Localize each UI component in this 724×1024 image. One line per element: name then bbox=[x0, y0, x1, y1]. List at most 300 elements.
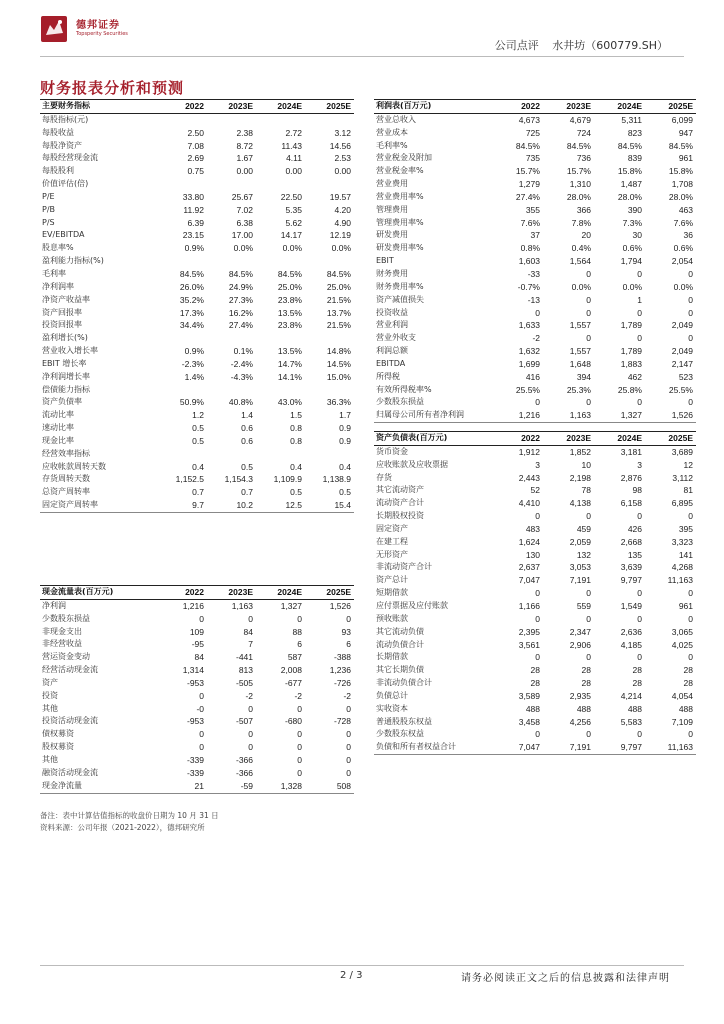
value-cell: 3 bbox=[535, 459, 540, 470]
value-cell: 23.8% bbox=[277, 320, 302, 331]
row-label-cell: 投资 bbox=[42, 690, 58, 700]
value-cell: 0.8 bbox=[290, 435, 302, 446]
value-cell: 4,054 bbox=[671, 690, 693, 701]
value-cell: 1.2 bbox=[192, 410, 204, 421]
row-label-cell: 营业费用率% bbox=[376, 191, 424, 201]
value-cell: 0 bbox=[199, 613, 204, 624]
value-cell: 7 bbox=[248, 639, 253, 650]
table-row bbox=[374, 741, 696, 754]
value-cell: 0.6 bbox=[241, 423, 253, 434]
value-cell: 1,163 bbox=[231, 600, 253, 611]
value-cell: 3,181 bbox=[620, 446, 642, 457]
value-cell: 1,216 bbox=[492, 409, 543, 422]
row-label-cell: 净利润 bbox=[42, 600, 66, 610]
value-cell bbox=[158, 255, 207, 268]
value-cell: 3,053 bbox=[569, 562, 591, 573]
table-row bbox=[40, 767, 354, 780]
value-cell: 1,163 bbox=[543, 409, 594, 422]
value-cell: 0 bbox=[199, 742, 204, 753]
value-cell: 3,065 bbox=[671, 626, 693, 637]
row-label-cell: 管理费用 bbox=[376, 204, 408, 214]
value-cell: -0 bbox=[196, 703, 204, 714]
value-cell bbox=[158, 448, 207, 461]
table-row bbox=[40, 664, 354, 677]
value-cell: 98 bbox=[632, 485, 642, 496]
value-cell: 1,632 bbox=[518, 346, 540, 357]
value-cell: 1,549 bbox=[620, 600, 642, 611]
year-header-cell: 2023E bbox=[207, 100, 256, 114]
value-cell: 1,633 bbox=[518, 320, 540, 331]
value-cell: 0.1% bbox=[233, 346, 253, 357]
value-cell: 130 bbox=[525, 549, 540, 560]
value-cell: 84.5% bbox=[515, 140, 540, 151]
value-cell: 6.38 bbox=[236, 217, 253, 228]
table-row bbox=[40, 613, 354, 626]
table-row bbox=[374, 561, 696, 574]
value-cell: 0.5 bbox=[290, 487, 302, 498]
table-row bbox=[374, 510, 696, 523]
value-cell: 17.00 bbox=[231, 230, 253, 241]
value-cell: 0 bbox=[297, 703, 302, 714]
value-cell: 2,637 bbox=[518, 562, 540, 573]
value-cell: 0.5 bbox=[339, 487, 351, 498]
value-cell: 21.5% bbox=[326, 294, 351, 305]
value-cell: -59 bbox=[207, 780, 256, 793]
value-cell: 0.6% bbox=[673, 243, 693, 254]
value-cell bbox=[256, 384, 305, 397]
value-cell: 2,636 bbox=[620, 626, 642, 637]
value-cell: 36 bbox=[683, 230, 693, 241]
table-row bbox=[40, 651, 354, 664]
year-header-cell: 2024E bbox=[256, 100, 305, 114]
value-cell: 0 bbox=[586, 588, 591, 599]
row-label-cell: 价值评估(倍) bbox=[42, 179, 89, 189]
value-cell bbox=[158, 113, 207, 126]
table-row bbox=[40, 599, 354, 612]
value-cell: 22.50 bbox=[280, 191, 302, 202]
row-label-cell: 现金比率 bbox=[42, 435, 74, 445]
value-cell: -677 bbox=[284, 677, 302, 688]
value-cell: 0 bbox=[637, 333, 642, 344]
value-cell: 109 bbox=[189, 626, 204, 637]
row-label-cell: 股息率% bbox=[42, 243, 74, 253]
value-cell: -95 bbox=[191, 639, 204, 650]
value-cell: 4,256 bbox=[569, 716, 591, 727]
value-cell: 0.4 bbox=[192, 461, 204, 472]
row-label-cell: 其它流动资产 bbox=[376, 485, 424, 495]
row-label-cell: P/B bbox=[42, 204, 56, 214]
value-cell: -366 bbox=[235, 754, 253, 765]
value-cell: 2.53 bbox=[334, 153, 351, 164]
value-cell: 0.0% bbox=[331, 243, 351, 254]
value-cell: 28 bbox=[632, 665, 642, 676]
value-cell: 0.75 bbox=[187, 166, 204, 177]
row-label-cell: 有效所得税率% bbox=[376, 384, 432, 394]
value-cell: 1 bbox=[637, 294, 642, 305]
table-row bbox=[40, 499, 354, 512]
value-cell: 1.5 bbox=[290, 410, 302, 421]
value-cell: 0 bbox=[586, 268, 591, 279]
table-row bbox=[374, 716, 696, 729]
value-cell: -680 bbox=[284, 716, 302, 727]
row-label-cell: 每股净资产 bbox=[42, 140, 82, 150]
value-cell: 725 bbox=[525, 127, 540, 138]
value-cell: 0 bbox=[688, 397, 693, 408]
table-title-cell: 主要财务指标 bbox=[40, 100, 158, 114]
value-cell: 6,895 bbox=[671, 498, 693, 509]
row-label-cell: 普通股股东权益 bbox=[376, 716, 432, 726]
value-cell bbox=[158, 384, 207, 397]
value-cell: -728 bbox=[333, 716, 351, 727]
company-logo bbox=[40, 13, 180, 47]
value-cell: 21 bbox=[158, 780, 207, 793]
year-header-cell: 2023E bbox=[543, 100, 594, 114]
value-cell: 14.1% bbox=[277, 371, 302, 382]
value-cell: -339 bbox=[186, 767, 204, 778]
value-cell: 0 bbox=[688, 294, 693, 305]
value-cell: 0 bbox=[586, 511, 591, 522]
row-label-cell: 投资活动现金流 bbox=[42, 716, 98, 726]
value-cell: 0 bbox=[346, 767, 351, 778]
table-row bbox=[40, 715, 354, 728]
value-cell: 390 bbox=[627, 204, 642, 215]
value-cell: 17.3% bbox=[179, 307, 204, 318]
value-cell: 33.80 bbox=[182, 191, 204, 202]
table-row bbox=[40, 435, 354, 448]
row-label-cell: 应收账款及应收票据 bbox=[376, 459, 448, 469]
value-cell: 0 bbox=[586, 729, 591, 740]
value-cell: 1,564 bbox=[569, 256, 591, 267]
section-title: 财务报表分析和预测 bbox=[40, 79, 185, 97]
value-cell: 4.90 bbox=[334, 217, 351, 228]
value-cell: 0.5 bbox=[192, 423, 204, 434]
row-label-cell: EBIT bbox=[376, 256, 394, 266]
footer-divider bbox=[40, 965, 684, 966]
row-label-cell: 股权募资 bbox=[42, 742, 74, 752]
value-cell: 3,458 bbox=[518, 716, 540, 727]
table-row bbox=[374, 445, 696, 458]
value-cell: 0 bbox=[346, 729, 351, 740]
row-label-cell: 固定资产周转率 bbox=[40, 499, 158, 512]
table-row bbox=[374, 409, 696, 422]
value-cell: 0 bbox=[535, 307, 540, 318]
table-row bbox=[374, 664, 696, 677]
value-cell: 84.5% bbox=[228, 268, 253, 279]
value-cell: 1.4% bbox=[184, 371, 204, 382]
value-cell: 394 bbox=[576, 371, 591, 382]
value-cell: 0.0% bbox=[233, 243, 253, 254]
year-header-cell: 2022 bbox=[492, 100, 543, 114]
value-cell: 0.4 bbox=[290, 461, 302, 472]
value-cell: -13 bbox=[527, 294, 540, 305]
value-cell: 823 bbox=[627, 127, 642, 138]
value-cell: 2,876 bbox=[620, 472, 642, 483]
table-row bbox=[374, 371, 696, 384]
table-row bbox=[374, 191, 696, 204]
row-label-cell: 营业税金及附加 bbox=[376, 153, 432, 163]
row-label-cell: 其它流动负债 bbox=[376, 626, 424, 636]
logo-en-text: Topsperity Securities bbox=[76, 31, 128, 37]
value-cell: 11,163 bbox=[667, 575, 693, 586]
value-cell: 25.5% bbox=[668, 384, 693, 395]
value-cell: 735 bbox=[525, 153, 540, 164]
value-cell: 488 bbox=[525, 703, 540, 714]
row-label-cell: 长期借款 bbox=[376, 652, 408, 662]
row-label-cell: 财务费用 bbox=[376, 268, 408, 278]
value-cell: 84 bbox=[194, 652, 204, 663]
year-header-cell: 2024E bbox=[256, 586, 305, 600]
row-label-cell: 债权募资 bbox=[42, 729, 74, 739]
year-header-cell: 2025E bbox=[305, 100, 354, 114]
table-row bbox=[374, 242, 696, 255]
table-row bbox=[40, 255, 354, 268]
value-cell: -388 bbox=[333, 652, 351, 663]
value-cell: 43.0% bbox=[277, 397, 302, 408]
table-row bbox=[374, 140, 696, 153]
value-cell: 12.5 bbox=[256, 499, 305, 512]
value-cell: 0 bbox=[688, 307, 693, 318]
value-cell: 34.4% bbox=[179, 320, 204, 331]
value-cell: 15.7% bbox=[515, 166, 540, 177]
value-cell: 0.5 bbox=[241, 461, 253, 472]
row-label-cell: 少数股东损益 bbox=[376, 397, 424, 407]
value-cell: 11.43 bbox=[281, 140, 302, 151]
value-cell: 0 bbox=[637, 613, 642, 624]
value-cell: 0 bbox=[637, 652, 642, 663]
value-cell: 26.0% bbox=[179, 281, 204, 292]
table-row bbox=[40, 703, 354, 716]
value-cell: 25.8% bbox=[617, 384, 642, 395]
value-cell: 0.0% bbox=[571, 281, 591, 292]
row-label-cell: 少数股东损益 bbox=[42, 613, 90, 623]
row-label-cell: 短期借款 bbox=[376, 588, 408, 598]
value-cell: 4,214 bbox=[620, 690, 642, 701]
value-cell: 0 bbox=[586, 307, 591, 318]
value-cell: 35.2% bbox=[179, 294, 204, 305]
value-cell: 27.4% bbox=[228, 320, 253, 331]
value-cell: 15.8% bbox=[668, 166, 693, 177]
row-label-cell: 毛利率% bbox=[376, 140, 408, 150]
value-cell: 483 bbox=[525, 523, 540, 534]
table-row bbox=[374, 217, 696, 230]
row-label-cell: 净利润率 bbox=[42, 281, 74, 291]
value-cell: 0 bbox=[346, 742, 351, 753]
value-cell: 2,059 bbox=[569, 536, 591, 547]
row-label-cell: 每股指标(元) bbox=[42, 114, 89, 124]
table-row bbox=[40, 486, 354, 499]
value-cell: 9,797 bbox=[620, 575, 642, 586]
row-label-cell: 投资收益 bbox=[376, 307, 408, 317]
value-cell: 25.3% bbox=[566, 384, 591, 395]
value-cell: 1,216 bbox=[182, 600, 204, 611]
value-cell: 2,198 bbox=[569, 472, 591, 483]
value-cell: 4,410 bbox=[518, 498, 540, 509]
value-cell: 2.38 bbox=[236, 127, 253, 138]
row-label-cell: 营业成本 bbox=[376, 127, 408, 137]
value-cell: 0 bbox=[297, 754, 302, 765]
value-cell: 141 bbox=[678, 549, 693, 560]
row-label-cell: 存货周转天数 bbox=[42, 474, 90, 484]
value-cell: 14.17 bbox=[280, 230, 302, 241]
value-cell: 2,049 bbox=[671, 320, 693, 331]
table-row bbox=[40, 677, 354, 690]
value-cell: 28 bbox=[683, 665, 693, 676]
value-cell: 3,561 bbox=[518, 639, 540, 650]
row-label-cell: 资产 bbox=[42, 677, 58, 687]
value-cell: 135 bbox=[627, 549, 642, 560]
table-row bbox=[374, 484, 696, 497]
row-label-cell: 固定资产 bbox=[376, 523, 408, 533]
value-cell: -2 bbox=[294, 690, 302, 701]
value-cell: 7.6% bbox=[673, 217, 693, 228]
value-cell bbox=[305, 384, 354, 397]
value-cell: -505 bbox=[235, 677, 253, 688]
value-cell: 0 bbox=[637, 268, 642, 279]
table-row bbox=[374, 549, 696, 562]
value-cell: 14.56 bbox=[329, 140, 351, 151]
main-indicators-table bbox=[40, 99, 354, 513]
value-cell: 559 bbox=[576, 600, 591, 611]
row-label-cell: 资产总计 bbox=[376, 575, 408, 585]
row-label-cell: 所得税 bbox=[376, 371, 400, 381]
value-cell: 5,583 bbox=[620, 716, 642, 727]
row-label-cell: 非现金支出 bbox=[42, 626, 82, 636]
row-label-cell: 管理费用率% bbox=[376, 217, 424, 227]
value-cell: 4.11 bbox=[286, 153, 302, 164]
row-label-cell: 非流动负债合计 bbox=[376, 678, 432, 688]
year-header-cell: 2025E bbox=[645, 432, 696, 446]
value-cell: 0 bbox=[199, 729, 204, 740]
table-row bbox=[374, 281, 696, 294]
value-cell: 1.4 bbox=[241, 410, 253, 421]
value-cell: -0.7% bbox=[517, 281, 540, 292]
row-label-cell: 融资活动现金流 bbox=[42, 767, 98, 777]
value-cell: 30 bbox=[632, 230, 642, 241]
value-cell: 426 bbox=[627, 523, 642, 534]
value-cell: 6,158 bbox=[620, 498, 642, 509]
value-cell: 0 bbox=[637, 511, 642, 522]
table-row bbox=[374, 255, 696, 268]
table-row bbox=[40, 307, 354, 320]
value-cell: 15.7% bbox=[566, 166, 591, 177]
table-row bbox=[40, 152, 354, 165]
value-cell: 23.8% bbox=[277, 294, 302, 305]
value-cell bbox=[207, 384, 256, 397]
value-cell: 88 bbox=[292, 626, 302, 637]
table-row bbox=[40, 332, 354, 345]
row-label-cell: 无形资产 bbox=[376, 549, 408, 559]
value-cell: 488 bbox=[627, 703, 642, 714]
value-cell: 1,328 bbox=[256, 780, 305, 793]
value-cell: 0 bbox=[637, 588, 642, 599]
value-cell: 0 bbox=[535, 397, 540, 408]
value-cell: 12.19 bbox=[329, 230, 351, 241]
value-cell: 0 bbox=[346, 754, 351, 765]
value-cell: 813 bbox=[238, 665, 253, 676]
row-label-cell: 研发费用 bbox=[376, 230, 408, 240]
value-cell: 366 bbox=[576, 204, 591, 215]
row-label-cell: 存货 bbox=[376, 472, 392, 482]
value-cell: 2,049 bbox=[671, 346, 693, 357]
value-cell bbox=[207, 332, 256, 345]
value-cell: 21.5% bbox=[326, 320, 351, 331]
row-label-cell: 投资回报率 bbox=[42, 320, 82, 330]
row-label-cell: 流动比率 bbox=[42, 410, 74, 420]
logo-mark-icon bbox=[40, 13, 70, 45]
value-cell: 1,236 bbox=[329, 665, 351, 676]
value-cell: 4,673 bbox=[518, 114, 540, 125]
value-cell: 724 bbox=[576, 127, 591, 138]
row-label-cell: 速动比率 bbox=[42, 423, 74, 433]
value-cell: -441 bbox=[235, 652, 253, 663]
year-header-cell: 2022 bbox=[492, 432, 543, 446]
value-cell bbox=[256, 332, 305, 345]
table-row bbox=[374, 345, 696, 358]
value-cell: 1,708 bbox=[671, 179, 693, 190]
value-cell bbox=[207, 255, 256, 268]
value-cell: 2.50 bbox=[187, 127, 204, 138]
row-label-cell: 营运资金变动 bbox=[42, 652, 90, 662]
table-row bbox=[374, 229, 696, 242]
value-cell: 463 bbox=[678, 204, 693, 215]
row-label-cell: 营业外收支 bbox=[376, 333, 416, 343]
value-cell: 1,279 bbox=[518, 179, 540, 190]
table-row bbox=[374, 587, 696, 600]
value-cell: 15.0% bbox=[326, 371, 351, 382]
table-row bbox=[374, 639, 696, 652]
value-cell: 28 bbox=[530, 678, 540, 689]
table-row bbox=[40, 294, 354, 307]
value-cell: 24.9% bbox=[228, 281, 253, 292]
value-cell: 2,395 bbox=[518, 626, 540, 637]
row-label-cell: 偿债能力指标 bbox=[42, 384, 90, 394]
value-cell: 16.2% bbox=[228, 307, 253, 318]
value-cell bbox=[158, 178, 207, 191]
table-header-row bbox=[374, 100, 696, 114]
value-cell: 0.4% bbox=[571, 243, 591, 254]
value-cell: 28.0% bbox=[668, 191, 693, 202]
value-cell: 587 bbox=[287, 652, 302, 663]
value-cell: 0 bbox=[688, 729, 693, 740]
value-cell: 0.7 bbox=[192, 487, 204, 498]
value-cell: 27.3% bbox=[228, 294, 253, 305]
company-name: 水井坊（600779.SH） bbox=[552, 39, 668, 52]
balance-sheet-table bbox=[374, 431, 696, 755]
table-row bbox=[40, 165, 354, 178]
year-header-cell: 2022 bbox=[158, 100, 207, 114]
row-label-cell: 货币资金 bbox=[376, 446, 408, 456]
value-cell: 0 bbox=[346, 703, 351, 714]
row-label-cell: 每股收益 bbox=[42, 127, 74, 137]
table-row bbox=[40, 461, 354, 474]
value-cell: 0 bbox=[637, 729, 642, 740]
value-cell: 1,314 bbox=[182, 665, 204, 676]
table-row bbox=[40, 754, 354, 767]
value-cell: 0 bbox=[297, 767, 302, 778]
value-cell bbox=[305, 178, 354, 191]
value-cell: -2 bbox=[532, 333, 540, 344]
value-cell: 1,648 bbox=[569, 358, 591, 369]
table-row bbox=[374, 523, 696, 536]
value-cell: -366 bbox=[235, 767, 253, 778]
value-cell: 1,603 bbox=[518, 256, 540, 267]
value-cell: 3,323 bbox=[671, 536, 693, 547]
value-cell: -33 bbox=[527, 268, 540, 279]
value-cell bbox=[256, 255, 305, 268]
row-label-cell: 负债总计 bbox=[376, 690, 408, 700]
value-cell: -953 bbox=[186, 716, 204, 727]
value-cell: 947 bbox=[678, 127, 693, 138]
